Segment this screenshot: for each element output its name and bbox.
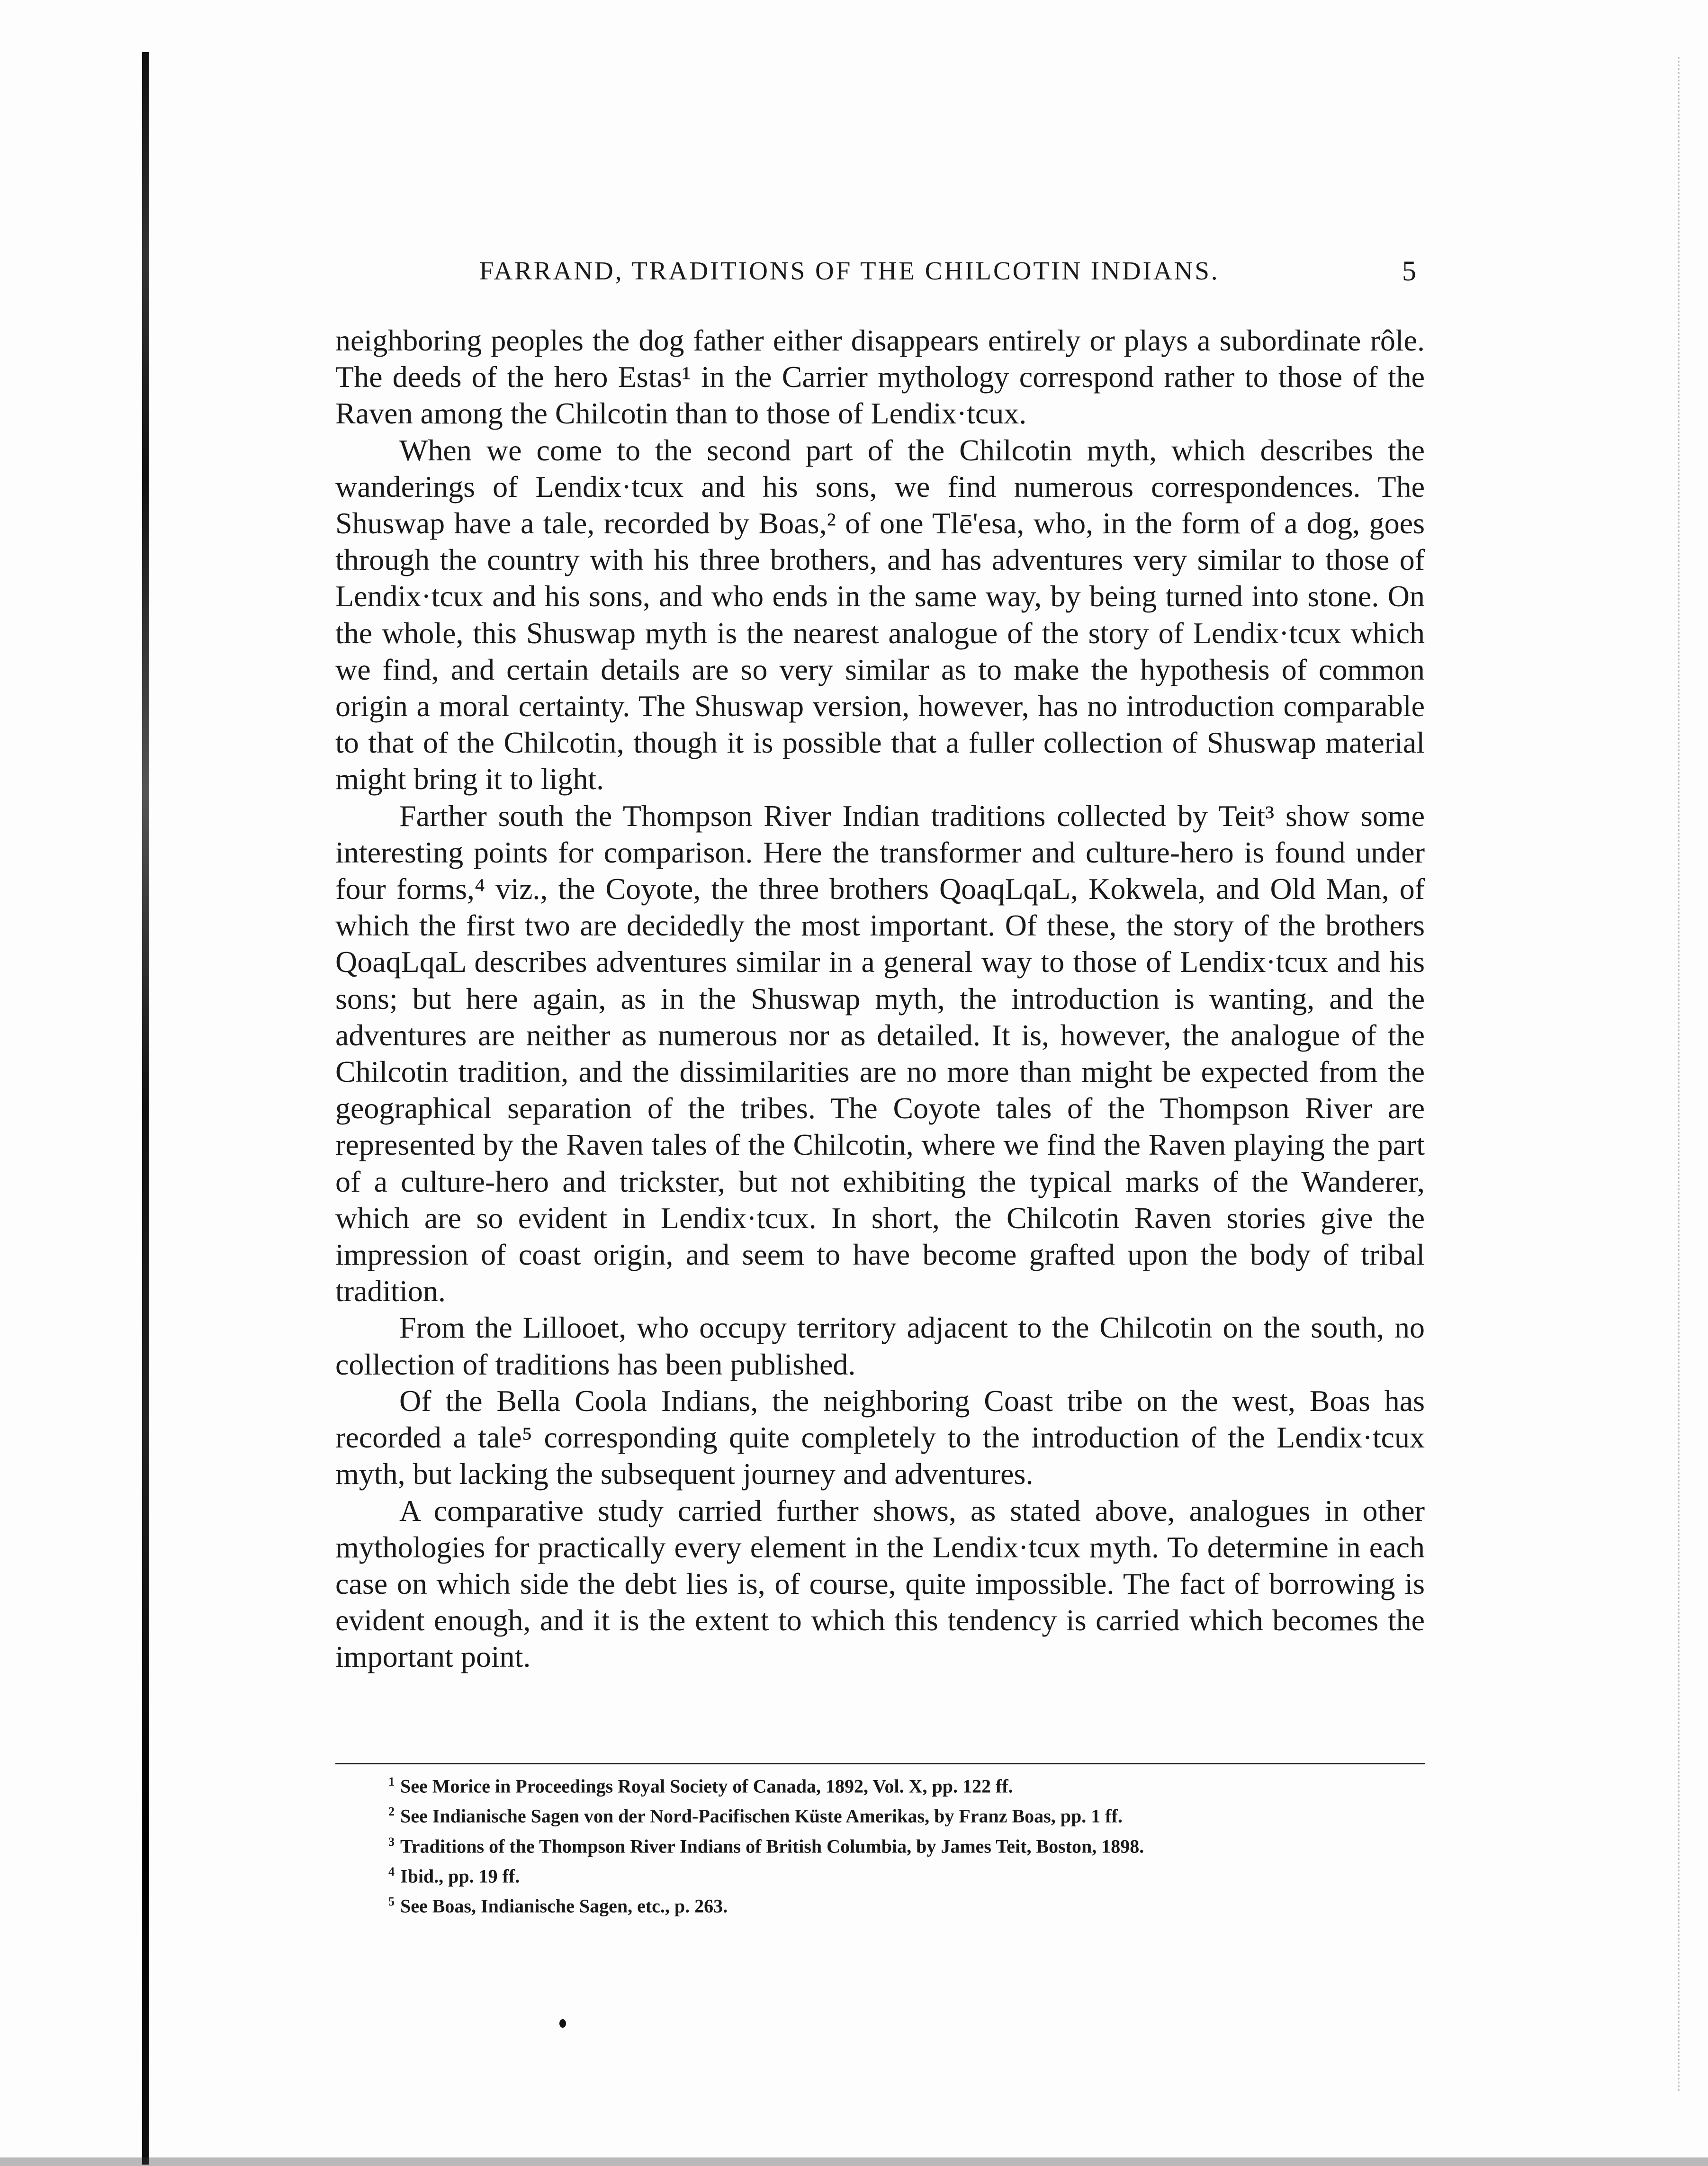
footnote-text: See Indianische Sagen von der Nord-Pacifischen Küste Amerikas, by Franz Boas, pp. 1 ff. (400, 1805, 1123, 1827)
footnote-text: Ibid., pp. 19 ff. (400, 1865, 520, 1887)
paragraph: Of the Bella Coola Indians, the neighboring Coast tribe on the west, Boas has recorded a tale⁵ corresponding quite completely to the introduction of the Lendix·tcux myth, but lacking the subsequent journey and adventures. (335, 1384, 1425, 1491)
footnote-text: See Morice in Proceedings Royal Society of Canada, 1892, Vol. X, pp. 122 ff. (400, 1775, 1013, 1797)
paragraph: From the Lillooet, who occupy territory adjacent to the Chilcotin on the south, no collection of traditions has been published. (335, 1311, 1425, 1381)
footnote-mark: 1 (388, 1775, 395, 1789)
ink-dot (559, 2019, 566, 2028)
footnote-mark: 5 (388, 1895, 395, 1909)
footnote (388, 1829, 1421, 1859)
paragraph: Farther south the Thompson River Indian traditions collected by Teit³ show some interesting points for comparison. Here the transformer and culture-hero is found under four forms,⁴ viz., the Coyote, the three brothers QoaqLqaL, Kokwela, and Old Man, of which the first two are decidedly the most important. Of these, the story of the brothers QoaqLqaL describes adventures similar in a general way to those of Lendix·tcux and his sons; but here again, as in the Shuswap myth, the introduction is wanting, and the adventures are neither as numerous nor as detailed. It is, however, the analogue of the Chilcotin tradition, and the dissimilarities are no more than might be expected from the geographical separation of the tribes. The Coyote tales of the Thompson River are represented by the Raven tales of the Chilcotin, where we find the Raven playing the part of a culture-hero and trickster, but not exhibiting the typical marks of the Wanderer, which are so evident in Lendix·tcux. In short, the Chilcotin Raven stories give the impression of coast origin, and seem to have become grafted upon the body of tribal tradition. (335, 799, 1425, 1308)
footnote-mark: 2 (388, 1805, 395, 1819)
paragraph: When we come to the second part of the Chilcotin myth, which describes the wanderings of Lendix·tcux and his sons, we find numerous correspondences. The Shuswap have a tale, recorded by Boas,² of one Tlē'esa, who, in the form of a dog, goes through the country with his three brothers, and has adventures very similar to those of Lendix·tcux and his sons, and who ends in the same way, by being turned into stone. On the whole, this Shuswap myth is the nearest analogue of the story of Lendix·tcux which we find, and certain details are so very similar as to make the hypothesis of common origin a moral certainty. The Shuswap version, however, has no introduction comparable to that of the Chilcotin, though it is possible that a fuller collection of Shuswap material might bring it to light. (335, 433, 1425, 796)
running-head: FARRAND, TRADITIONS OF THE CHILCOTIN INDIANS. (479, 256, 1220, 285)
bottom-edge (0, 2157, 1708, 2166)
footnote (388, 1769, 1421, 1799)
page-number: 5 (1402, 255, 1416, 287)
footnote (388, 1889, 1421, 1919)
footnote (388, 1799, 1421, 1829)
footnote-text: See Boas, Indianische Sagen, etc., p. 263. (400, 1895, 728, 1917)
footnote (388, 1859, 1421, 1889)
binding-edge (142, 52, 149, 2165)
footnote-mark: 3 (388, 1834, 395, 1849)
body-text (335, 322, 1425, 1675)
page-edge-shadow (1659, 57, 1680, 2094)
paragraph: neighboring peoples the dog father either disappears entirely or plays a subordinate rôle. The deeds of the hero Estas¹ in the Carrier mythology correspond rather to those of the Raven among the Chilcotin than to those of Lendix·tcux. (335, 324, 1425, 431)
footnote-divider (335, 1763, 1425, 1764)
footnote-mark: 4 (388, 1864, 395, 1878)
footnote-text: Traditions of the Thompson River Indians of British Columbia, by James Teit, Boston, 1898. (400, 1835, 1144, 1857)
footnotes (388, 1769, 1421, 1919)
paragraph: A comparative study carried further shows, as stated above, analogues in other mythologies for practically every element in the Lendix·tcux myth. To determine in each case on which side the debt lies is, of course, quite impossible. The fact of borrowing is evident enough, and it is the extent to which this tendency is carried which becomes the important point. (335, 1493, 1425, 1674)
